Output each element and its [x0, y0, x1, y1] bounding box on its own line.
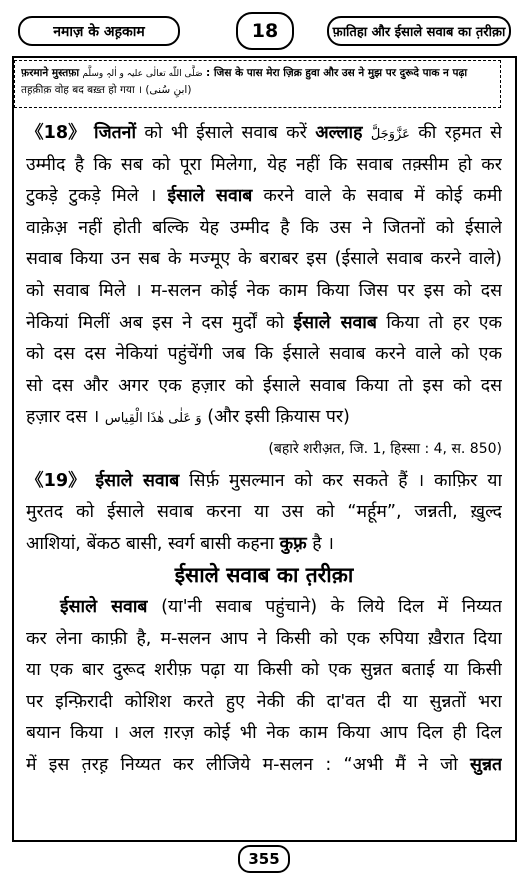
section-title: ईसाले सवाब का त़रीक़ा — [174, 563, 354, 588]
para18-line-10 — [26, 402, 502, 434]
para18-l1a: जितनों — [94, 123, 137, 143]
para18-l3b: ईसाले सवाब — [167, 186, 253, 207]
para18-reference: (बहारे शरीअ़त, जि. 1, हिस्सा : 4, स. 850) — [268, 440, 502, 457]
para18-line-4: वाक़ेअ़ नहीं होती बल्कि येह उम्मीद है कि उस ने जितनों को ईसाले — [26, 217, 502, 238]
hadith-box — [14, 60, 501, 108]
para18-line-5: सवाब किया उन सब के मज्मूए के बराबर इस (ईसाले सवाब करने वाले) — [26, 249, 502, 270]
para19-marker: 《19》 — [26, 470, 86, 491]
section-line-5: बयान किया । अल ग़रज़ कोई भी नेक काम किया आप दिल ही दिल — [26, 723, 502, 744]
hadith-line-2 — [21, 82, 494, 98]
para19-l3c: है । — [312, 533, 334, 554]
para18-l3c: करने वाले के सवाब में कोई कमी — [263, 186, 502, 207]
header-right-title: फ़ातिहा और ईसाले सवाब का त़रीक़ा — [327, 16, 511, 46]
para18-arabic: عَزَّوَجَلَّ — [370, 127, 410, 142]
para18-line-1 — [26, 118, 502, 150]
section-l1b: (या'नी सवाब पहुंचाने) के लिये दिल में निय्यत — [161, 596, 502, 617]
para18-l7c: किया तो हर एक — [386, 312, 502, 333]
para18-line-7 — [26, 308, 502, 340]
header-page-number: 18 — [236, 12, 294, 50]
header-left-title: नमाज़ के अह़काम — [18, 16, 180, 46]
section-line-1 — [26, 592, 502, 624]
para19-line-1 — [26, 466, 502, 498]
para18-l10b: (और इसी क़ियास पर) — [207, 407, 350, 428]
section-line-4: पर इन्फ़िरादी कोशिश करते हुए नेकी की दा'वत दी या सुन्नतों भरा — [26, 691, 502, 712]
hadith-arabic: صَلَّى اللّٰه تعالٰی علیہ و اٰلہٖ وسلَّم — [82, 69, 203, 79]
section-line-2: कर लेना काफ़ी है, म-सलन आप ने किसी को एक रुपिया ख़ैरात दिया — [26, 628, 502, 649]
para18-allah: अल्लाह — [315, 123, 363, 143]
para18-l1d: की रह़मत से — [418, 123, 502, 143]
hadith-text-1: : जिस के पास मेरा ज़िक्र हुवा और उस ने मुझ पर दुरूदे पाक न पढ़ा — [205, 67, 468, 79]
para19-l1a: ईसाले सवाब — [95, 470, 180, 491]
para18-marker: 《18》 — [26, 123, 86, 143]
para18-line-2: उम्मीद है कि सब को पूरा मिलेगा, येह नहीं कि सवाब तक़्सीम हो कर — [26, 154, 502, 175]
para19-l1b: सिर्फ़ मुसल्मान को कर सकते हैं । काफ़िर या — [189, 470, 502, 491]
para18-l7a: नेकियां मिलीं अब इस ने दस मुर्दों को — [26, 312, 285, 333]
section-line-3: या एक बार दुरूद शरीफ़ पढ़ा या किसी को एक सुन्नत बताई या किसी — [26, 660, 502, 681]
hadith-line-1 — [21, 65, 494, 82]
hadith-text-2: तह़क़ीक़ वोह बद बख़्त हो गया । (ابنِ سُنی) — [21, 84, 192, 96]
section-l6a: में इस त़रह़ निय्यत कर लीजिये म-सलन : “अभी मैं ने जो — [26, 754, 458, 775]
para18-line-6: को सवाब मिले । म-सलन कोई नेक काम किया जिस पर इस को दस — [26, 280, 502, 301]
para18-line-9: सो दस और अगर एक हज़ार को ईसाले सवाब किया तो इस को दस — [26, 375, 502, 396]
section-line-6 — [26, 750, 502, 782]
section-l1a: ईसाले सवाब — [60, 596, 148, 617]
para18-l10a: हज़ार दस । — [26, 407, 100, 428]
para19-line-2: मुरतद को ईसाले सवाब करना या उस को “मर्हूम”, जन्नती, ख़ुल्द — [26, 502, 502, 523]
section-sunnat: सुन्नत — [470, 754, 502, 775]
para18-line-3 — [26, 181, 502, 213]
hadith-label: फ़रमाने मुस्तफ़ा — [21, 67, 80, 79]
para18-l7b: ईसाले सवाब — [293, 312, 377, 333]
page-body — [26, 118, 502, 781]
footer-page-number: 355 — [238, 845, 290, 873]
para18-l3a: टुकड़े टुकड़े मिले । — [26, 186, 157, 207]
para18-l1b: को भी ईसाले सवाब करें — [144, 123, 307, 143]
para18-l10-arabic: وَ عَلٰی ھٰذَا الْقِیاس — [104, 411, 202, 427]
para19-kufr: कुफ़्र — [279, 533, 307, 554]
para19-line-3 — [26, 529, 502, 561]
para19-l3a: आशियां, बेंकठ बासी, स्वर्ग बासी कहना — [26, 533, 275, 554]
para18-line-8: को दस दस नेकियां पहुंचेंगी जब कि ईसाले सवाब करने वाले को एक — [26, 344, 502, 365]
